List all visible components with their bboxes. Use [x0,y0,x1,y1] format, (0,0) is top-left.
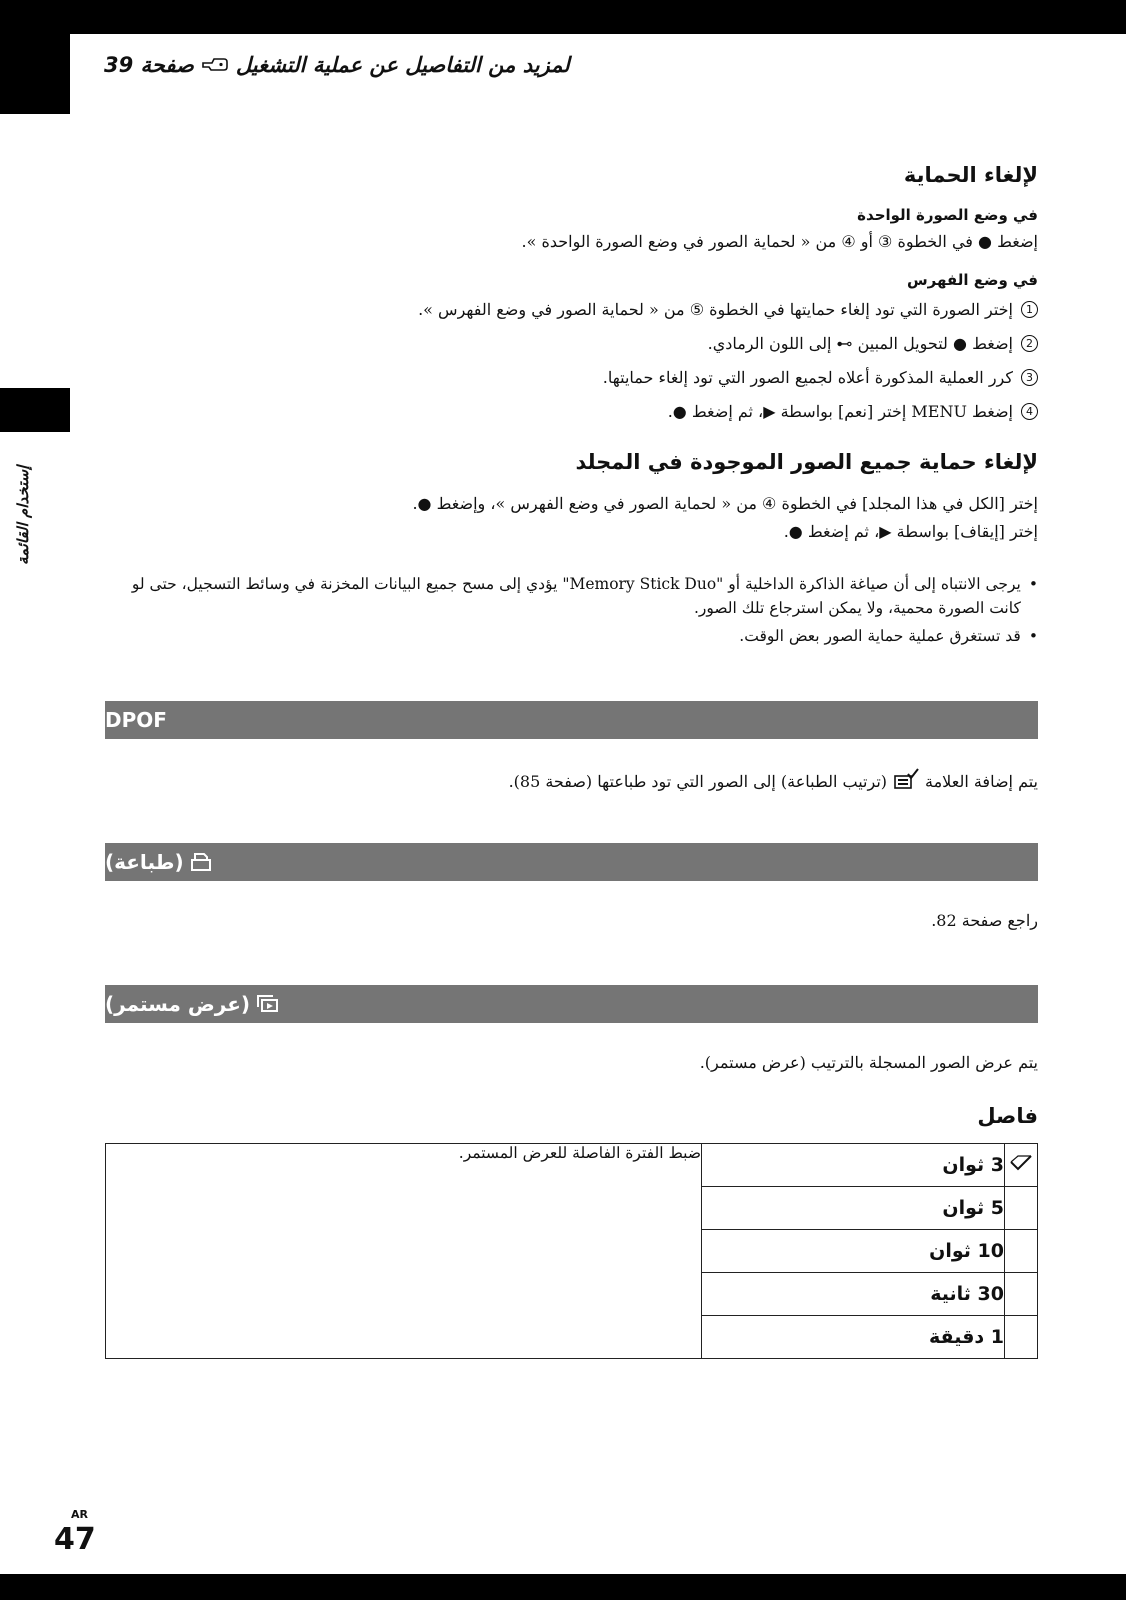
side-tab-marker [0,388,70,432]
bullet-icon: • [1028,575,1038,593]
bottom-black-bar [0,1574,1126,1600]
index-step-3 [603,368,1038,387]
step-text: إختر الصورة التي تود إلغاء حمايتها في الخطوة ⑤ من « لحماية الصور في وضع الفهرس ». [418,300,1013,319]
print-section-bar [105,843,1038,881]
print-order-mark-icon [893,768,919,794]
slideshow-text: يتم عرض الصور المسجلة بالترتيب (عرض مستمر). [699,1053,1038,1072]
header-text: لمزيد من التفاصيل عن عملية التشغيل [235,53,570,77]
dpof-text-start: يتم إضافة العلامة [925,771,1038,791]
page-number: 47 [54,1522,96,1557]
single-mode-heading: في وضع الصورة الواحدة [857,206,1038,224]
interval-description: ضبط الفترة الفاصلة للعرض المستمر. [106,1144,702,1359]
interval-title: فاصل [977,1104,1038,1128]
step-number-2: 2 [1021,335,1038,352]
single-mode-text: إضغط ● في الخطوة ③ أو ④ من « لحماية الصور في وضع الصورة الواحدة ». [521,232,1038,251]
unprotect-all-line-1: إختر [الكل في هذا المجلد] في الخطوة ④ من « لحماية الصور في وضع الفهرس »، وإضغط ●. [412,494,1038,513]
notes-list [98,572,1038,648]
check-cell [1005,1316,1038,1359]
check-cell [1005,1273,1038,1316]
dpof-text-end: (ترتيب الطباعة) إلى الصور التي تود طباعتها (صفحة 85). [508,771,888,791]
step-number-3: 3 [1021,369,1038,386]
unprotect-all-title: لإلغاء حماية جميع الصور الموجودة في المجلد [575,450,1038,474]
slideshow-bar-label: (عرض مستمر) [105,992,250,1016]
step-text: كرر العملية المذكورة أعلاه لجميع الصور التي تود إلغاء حمايتها. [602,368,1013,387]
index-mode-heading: في وضع الفهرس [906,271,1038,289]
print-bar-label: (طباعة) [105,850,184,874]
side-section-label: إستخدام القائمة [14,465,32,565]
footer-language-code: AR [71,1508,88,1521]
check-cell [1005,1187,1038,1230]
dpof-text [509,768,1038,794]
interval-option[interactable]: 30 ثانية [702,1273,1005,1316]
step-number-4: 4 [1021,403,1038,420]
interval-option[interactable]: 5 ثوان [702,1187,1005,1230]
index-step-2 [708,334,1038,353]
checkmark-icon [1009,1158,1033,1177]
interval-table [105,1143,1038,1359]
step-text: إضغط MENU إختر [نعم] بواسطة ▶، ثم إضغط ●. [667,402,1013,421]
note-item [98,624,1038,648]
page-header [104,48,570,82]
interval-option[interactable]: 3 ثوان [702,1144,1005,1187]
note-text: يرجى الانتباه إلى أن صياغة الذاكرة الداخلية أو "Memory Stick Duo" يؤدي إلى مسح جميع البيانات المخزنة في وسائط التسجيل، حتى لو كانت الصورة محمية، ولا يمكن استرجاع تلك الصور. [131,575,1021,617]
note-text: قد تستغرق عملية حماية الصور بعض الوقت. [739,627,1021,645]
header-page-ref: صفحة 39 [104,53,194,77]
dpof-bar-label: DPOF [105,708,167,732]
unprotect-all-line-2: إختر [إيقاف] بواسطة ▶، ثم إضغط ●. [783,522,1038,541]
index-step-1 [418,300,1038,319]
print-text: راجع صفحة 82. [931,911,1038,930]
check-cell [1005,1230,1038,1273]
interval-row [106,1144,1038,1187]
slideshow-icon [256,994,280,1014]
unprotect-title: لإلغاء الحماية [903,163,1038,187]
dpof-section-bar [105,701,1038,739]
corner-block [0,0,70,114]
selected-check-cell [1005,1144,1038,1187]
index-step-4 [668,402,1038,421]
printer-icon [190,852,212,872]
step-number-1: 1 [1021,301,1038,318]
interval-option[interactable]: 1 دقيقة [702,1316,1005,1359]
slideshow-section-bar [105,985,1038,1023]
note-item [98,572,1038,620]
top-black-bar [0,0,1126,34]
bullet-icon: • [1028,627,1038,645]
interval-option[interactable]: 10 ثوان [702,1230,1005,1273]
step-text: إضغط ● لتحويل المبين ⊶ إلى اللون الرمادي. [707,334,1013,353]
pointing-hand-icon [202,53,228,77]
